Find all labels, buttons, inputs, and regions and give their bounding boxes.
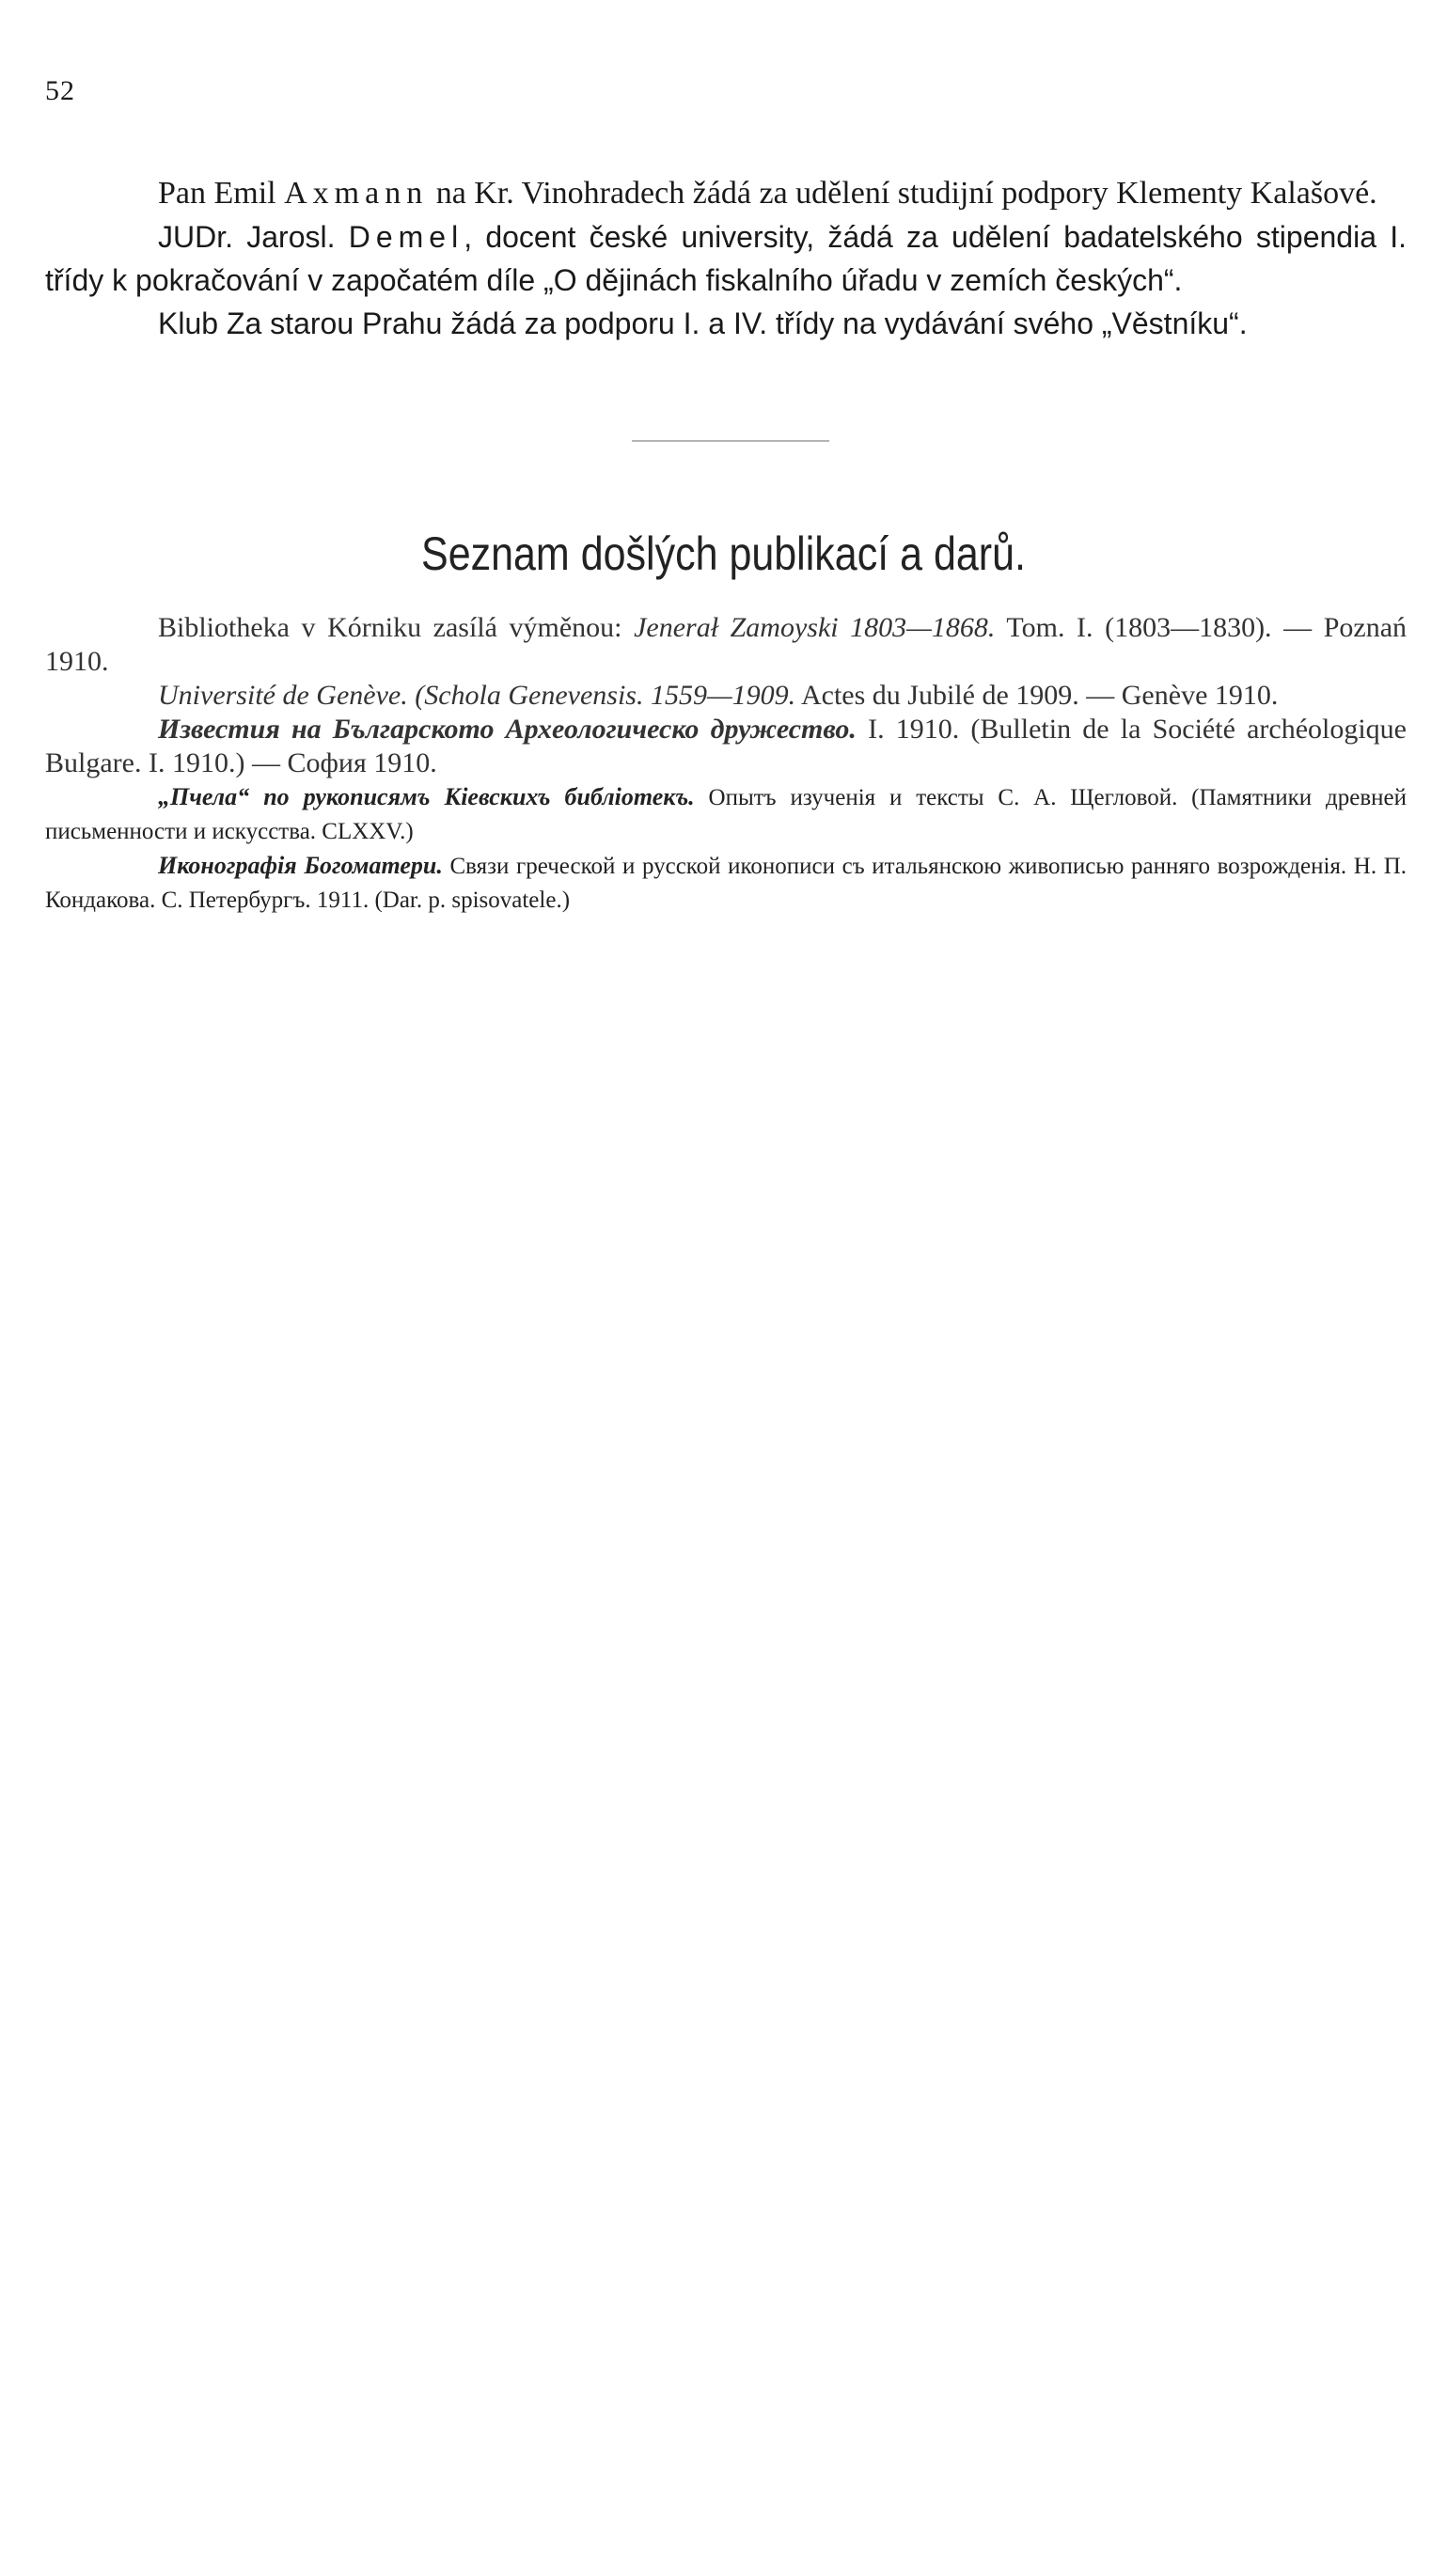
request-text: na Kr. Vinohradech žádá za udělení studijní podpory Klementy Kalašové. xyxy=(428,176,1377,211)
publication-entry xyxy=(45,780,1407,849)
entry-details: Actes du Jubilé de 1909. — Genève 1910. xyxy=(795,680,1279,711)
section-divider xyxy=(632,440,829,442)
entry-title: Jenerał Zamoyski 1803—1868. xyxy=(634,612,996,643)
request-demel xyxy=(45,215,1407,302)
entry-details: Связи греческой и русской иконописи съ итальянскою живописью ранняго возрожденія. Н. П. Кондакова. С. Петербургъ. 1911. (Dar. p. spisovatele.) xyxy=(45,854,1407,913)
publication-entry xyxy=(45,611,1407,679)
entry-title: Иконографія Богоматери. xyxy=(158,852,443,879)
publication-entry xyxy=(45,679,1407,713)
requests-section xyxy=(45,172,1407,345)
request-lead: JUDr. Jarosl. xyxy=(158,220,349,254)
section-heading: Seznam došlých publikací a darů. xyxy=(421,527,1026,580)
request-klub xyxy=(45,302,1407,345)
surname-spaced: Demel xyxy=(348,220,464,254)
request-lead: Klub Za starou Prahu žádá za podporu I. a IV. třídy na vydávání svého „Věstníku“. xyxy=(158,306,1248,340)
surname-spaced: Axmann xyxy=(284,176,429,211)
entry-title: „Пчела“ по рукописямъ Кіевскихъ библіотекъ. xyxy=(158,783,695,810)
entry-title: Известия на Българското Археологическо дружество. xyxy=(158,714,857,745)
entry-details: Tom. I. (1803—1830). — Poznań 1910. xyxy=(45,612,1408,677)
entry-details: I. 1910. (Bulletin de la Société archéologique Bulgare. I. 1910.) — София 1910. xyxy=(45,714,1407,778)
publication-entry xyxy=(45,713,1407,780)
entry-prefix: Bibliotheka v Kórniku zasílá výměnou: xyxy=(158,612,635,643)
request-text: , docent české university, žádá za udělení badatelského stipendia I. třídy k pokračování v započatém díle „O dějinách fiskalního úřadu v zemích českých“. xyxy=(45,220,1408,297)
request-axmann xyxy=(45,172,1407,215)
entry-details: Опытъ изученія и тексты С. А. Щегловой. (Памятники древней письменности и искусства. CLXXV.) xyxy=(45,785,1407,844)
publications-list xyxy=(45,611,1407,918)
entry-title: Université de Genève. (Schola Genevensis. 1559—1909. xyxy=(158,680,796,711)
request-lead: Pan Emil xyxy=(158,176,285,211)
page-number: 52 xyxy=(45,75,75,106)
publication-entry xyxy=(45,849,1407,918)
